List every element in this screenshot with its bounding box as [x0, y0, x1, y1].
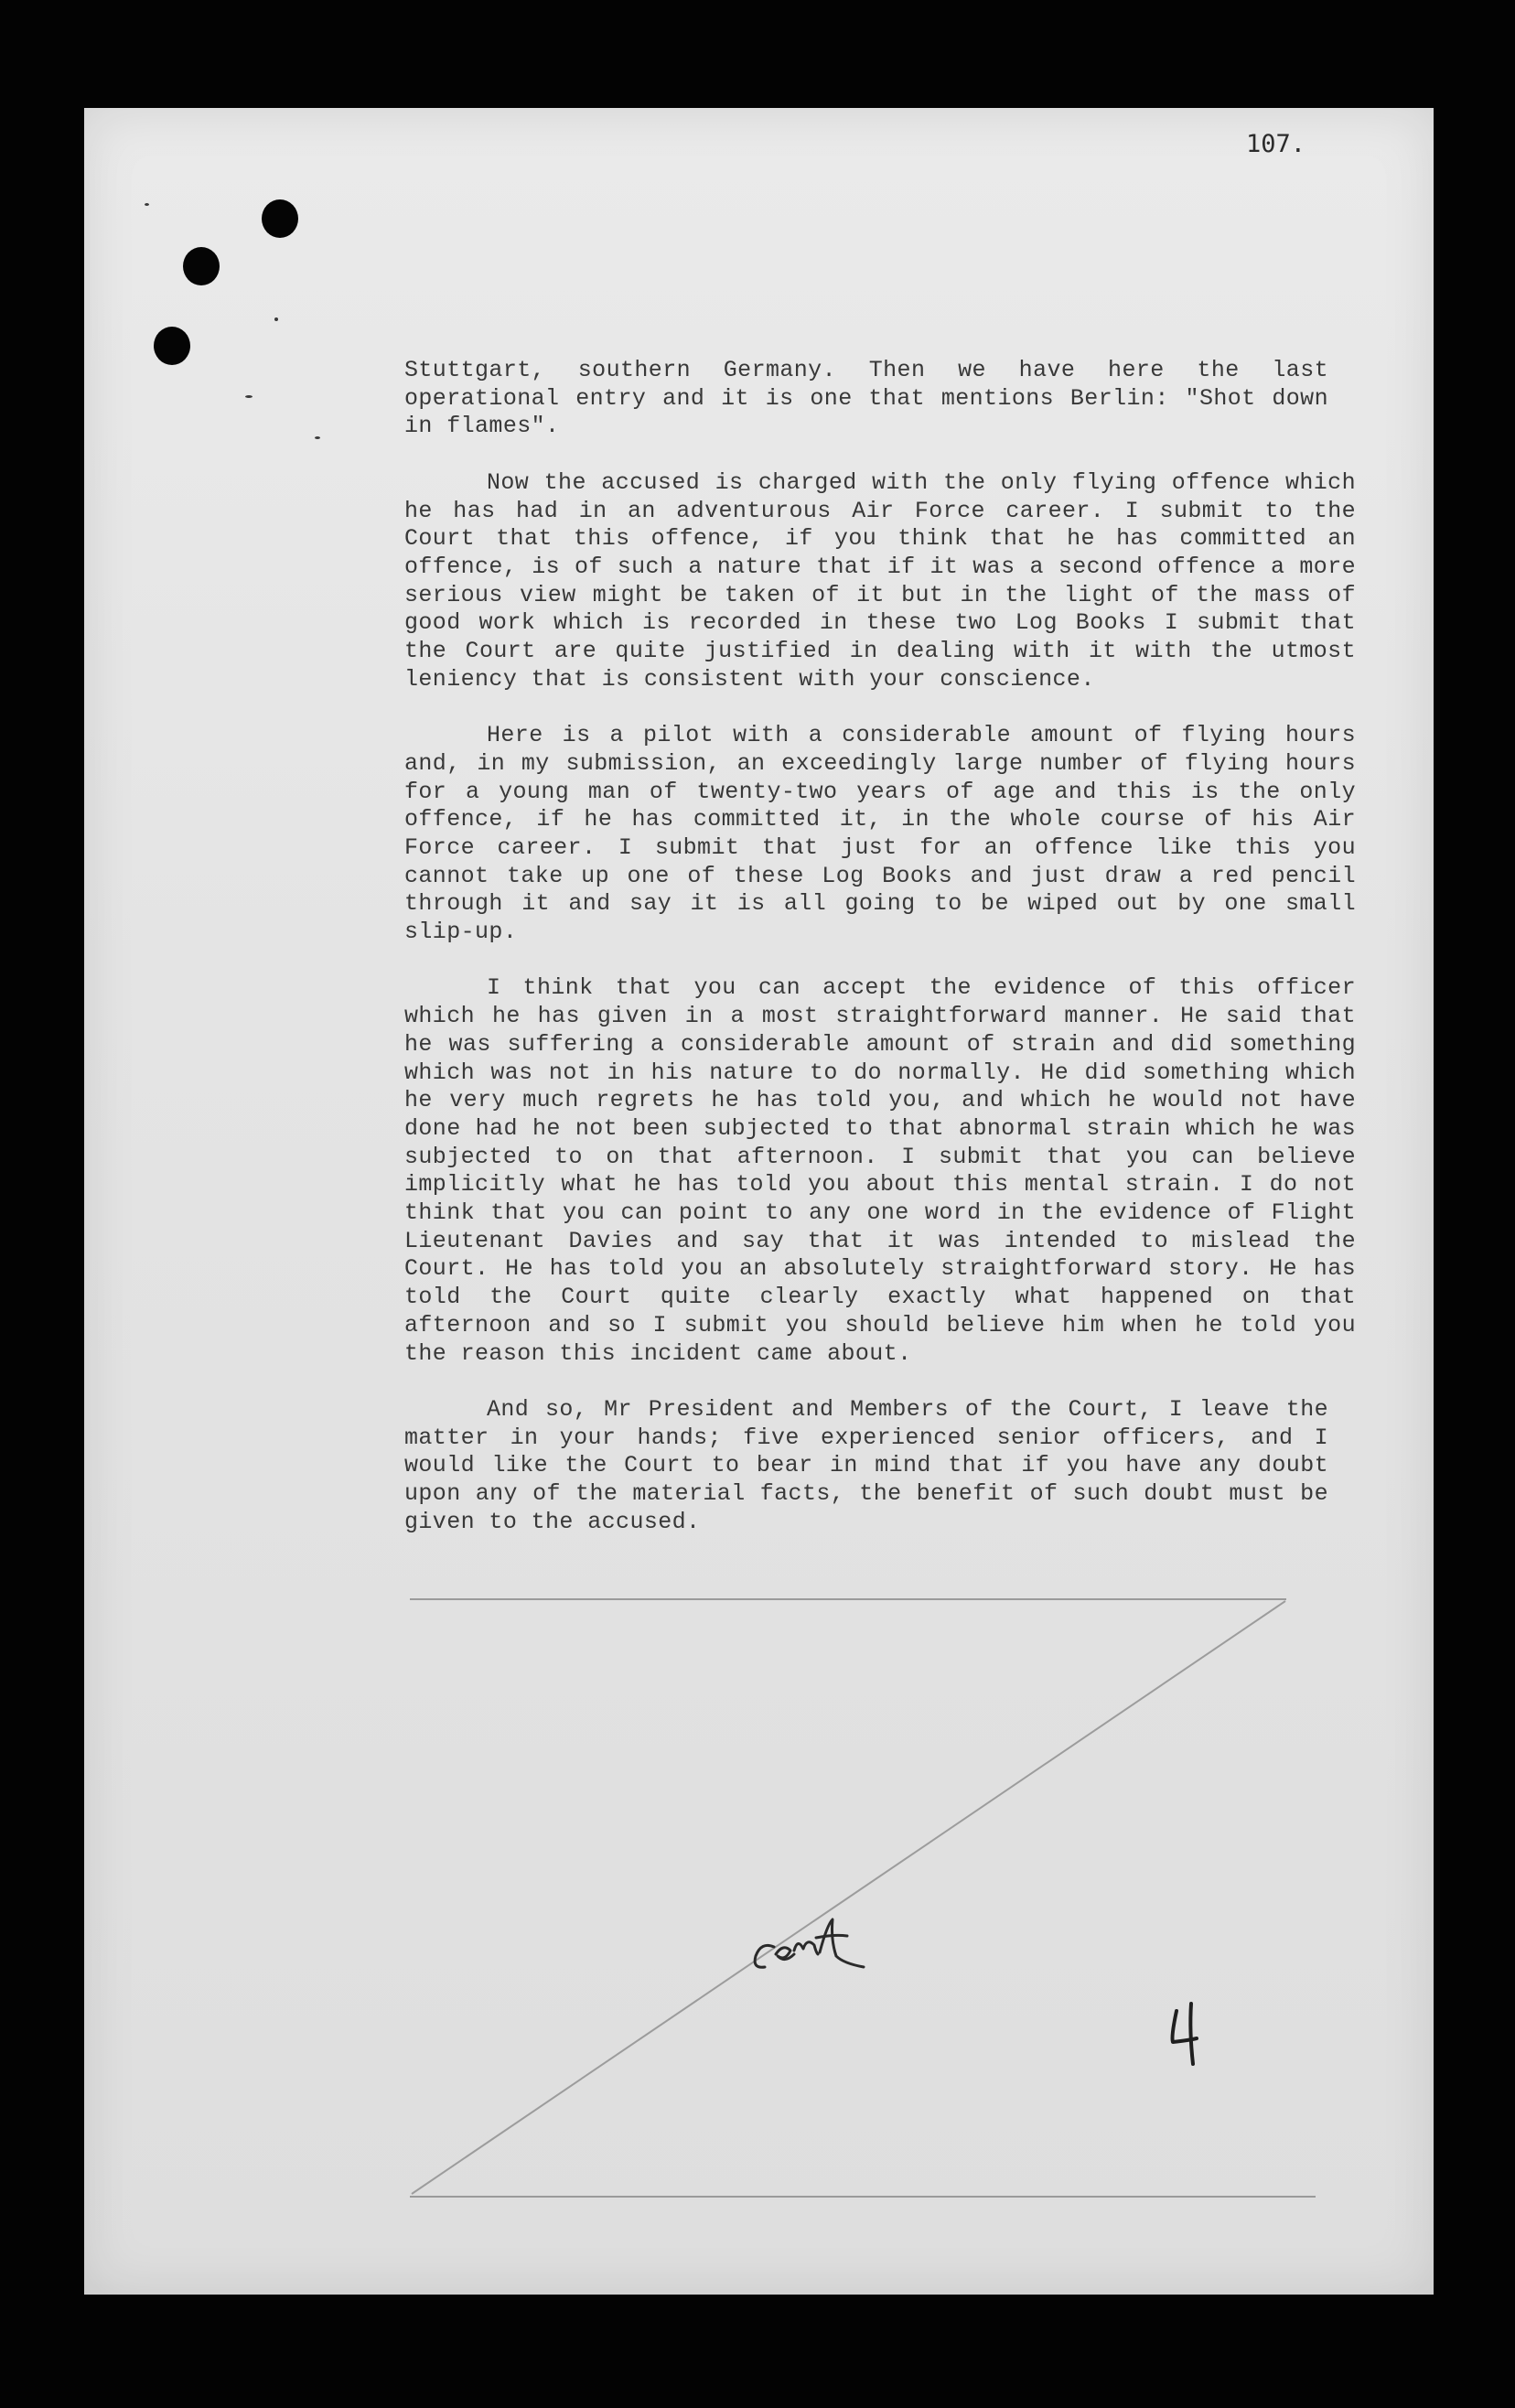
punch-hole-top	[262, 199, 298, 238]
document-body	[404, 357, 1356, 1564]
paragraph-3: Here is a pilot with a considerable amount of flying hours and, in my submission, an exceedingly large number of flying hours for a young man of twenty-two years of age and this is the only offence, if he has committed it, in the whole course of his Air Force career. I submit that just for an offence like this you cannot take up one of these Log Books and just draw a red pencil through it and say it is all going to be wiped out by one small slip-up.	[404, 722, 1356, 946]
scan-speck	[245, 395, 252, 398]
page-number: 107.	[1246, 130, 1306, 158]
punch-hole-middle	[183, 247, 220, 285]
scan-speck	[315, 436, 320, 439]
paragraph-2: Now the accused is charged with the only flying offence which he has had in an adventurous Air Force career. I submit to the Court that this offence, if you think that he has committed an offence, is of such a nature that if it was a second offence a more serious view might be taken of it but in the light of the mass of good work which is recorded in these two Log Books I submit that the Court are quite justified in dealing with it with the utmost leniency that is consistent with your conscience.	[404, 468, 1356, 693]
scan-speck	[274, 317, 278, 321]
paragraph-4: I think that you can accept the evidence of this officer which he has given in a most straightforward manner. He said that he was suffering a considerable amount of strain and did something which was not in his nature to do normally. He did something which he very much regrets he has told you, and which he would not have done had he not been subjected to that abnormal strain which he was subjected to on that afternoon. I submit that you can believe implicitly what he has told you about this mental strain. I do not think that you can point to any one word in the evidence of Flight Lieutenant Davies and say that it was intended to mislead the Court. He has told you an absolutely straightforward story. He has told the Court quite clearly exactly what happened on that afternoon and so I submit you should believe him when he told you the reason this incident came about.	[404, 974, 1356, 1367]
scan-speck	[145, 203, 149, 206]
punch-hole-bottom	[154, 327, 190, 365]
paragraph-5: And so, Mr President and Members of the Court, I leave the matter in your hands; five experienced senior officers, and I would like the Court to bear in mind that if you have any doubt upon any of the material facts, the benefit of such doubt must be given to the accused.	[404, 1395, 1328, 1535]
cancellation-rule-bottom	[410, 2196, 1316, 2198]
cancellation-rule-top	[410, 1598, 1286, 1600]
paragraph-1: Stuttgart, southern Germany. Then we have here the last operational entry and it is one that mentions Berlin: "Shot down in flames".	[404, 357, 1328, 440]
